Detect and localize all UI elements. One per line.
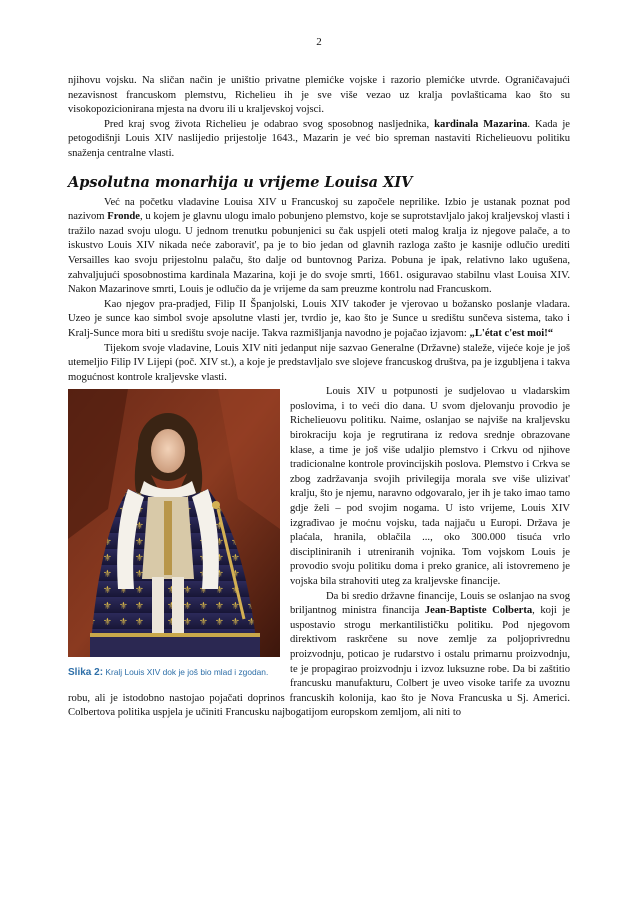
paragraph: Kao njegov pra-pradjed, Filip II Španjolski, Louis XIV također je vjerovao u božansko poslanje vladara. Uzeo je sunce kao simbol svoje apsolutne vlasti jer, tvrdio je, kao što je Sunce u središtu sunčeva sistema, tako i Kralj-Sunce mora biti u središtu svoje nacije. Takva razmišljanja navodno je pojačao izjavom: „L'état c'est moi!“ <box>68 298 570 339</box>
section-heading: Apsolutna monarhija u vrijeme Louisa XIV <box>68 173 413 191</box>
bold-quote: „L'état c'est moi!“ <box>469 327 554 339</box>
paragraph: Pred kraj svog života Richelieu je odabrao svog sposobnog nasljednika, kardinala Mazarina. Kada je petogodišnji Louis XIV naslijedio prijestolje 1643., Mazarin je već bio spreman nastaviti Richelieuovu politiku snaženja centralne vlasti. <box>68 118 570 159</box>
paragraph: Tijekom svoje vladavine, Louis XIV niti jedanput nije sazvao Generalne (Državne) staleže, vijeće koje je još utemeljio Filip IV Lijepi (poč. XIV st.), a koje je predstavljalo sve slojeve francuskog društva, pa je izgubljena i takva mogućnost kontrole kraljevske vlasti. <box>68 342 570 383</box>
paragraph: Louis XIV u potpunosti je sudjelovao u vladarskim poslovima, i to veći dio dana. U svom djelovanju provodio je Richelieuovu politiku. Naime, oslanjao se najviše na kraljevsku birokraciju koja je regrutirana iz redova srednje obrazovane klase, a time je još više udaljio plemstvo i Crkvu od njihove tradicionalne kontrole provincijskih poslova. Plemstvo i Crkva se zbog zadržavanja svojih privilegija morala sve više ulizivat' kralju, što je njemu, naravno odgovaralo, jer ih je tako imao tamo gdje želi – pod svojim nogama. U isto vrijeme, Louis XIV izgrađivao je moćnu vojsku, tada najjaču u Europi. Država je plaćala, hranila, oblačila ..., oko 300.000 tisuća vrlo discipliniranih i utreniranih vojnika. Tom vojskom Louis je provodio svoju politiku doma i preko granice, ali istovremeno je vojska bila strahoviti uteg za kraljevske financije. <box>290 386 570 587</box>
figure <box>68 389 280 679</box>
figure-caption: Slika 2: Kralj Louis XIV dok je još bio mlad i zgodan. <box>68 667 269 679</box>
paragraph: Da bi sredio državne financije, Louis se oslanjao na svog briljantnog ministra financija Jean-Baptiste Colberta, koji je uspostavio strogu merkantilističku politiku. Pod njegovom direktivom raskrčene su nove zemlje za poljoprivrednu proizvodnju, poticao je rudarstvo i ostalu primarnu proizvodnju, te je propagirao proizvodnju i izvoz luksuzne robe. Da bi zaštitio francusku manufakturu, Colbert je uveo visoke tarife za uvoznu robu, ali je istodobno nastojao pojačati doprinos francuskih kolonija, kao što je Nova Francuska u Sj. Americi. Colbertova politika uspjela je učiniti Francusku najbogatijom europskom zemljom, ali niti to <box>68 590 570 719</box>
caption-label: Slika 2: <box>68 667 104 679</box>
bold-term: Jean-Baptiste Colberta <box>424 605 533 617</box>
bold-term: kardinala Mazarina <box>434 118 528 130</box>
bold-term: Fronde <box>107 211 140 223</box>
page-number: 2 <box>316 36 322 48</box>
paragraph: njihovu vojsku. Na sličan način je uništio privatne plemićke vojske i razorio plemićke utvrde. Ograničavajući nezavisnost francuskom plemstvu, Richelieu ih je sve više vezao uz kralja povlašticama kao što su visokopozicionirana mjesta na dvoru ili u kraljevskoj vojsci. <box>68 75 570 116</box>
paragraph: Već na početku vladavine Louisa XIV u Francuskoj su započele neprilike. Izbio je ustanak poznat pod nazivom Fronde, u kojem je glavnu ulogu imalo pobunjeno plemstvo, koje se suprotstavljalo jakoj kraljevskoj vlasti i tražilo nazad svoju ulogu. U jednom trenutku pobunjenici su čak uspjeli oteti malog kralja iz njegove palače, a to iskustvo Louis XIV nikada neće zaboravit', pa je to bio jedan od glavnih razloga zašto je kasnije odlučio urediti Versailles kao svoju prijestolnu palaču, što dalje od buntovnog Pariza. Pobuna je ipak, relativno lako ugušena, zahvaljujući sposobnostima kardinala Mazarina, koji je do svoje smrti, 1661. osiguravao stabilnu vlast Louisa XIV. Nakon Mazarinove smrti, Louis je odlučio da je vrijeme da sam preuzme kontrolu nad Francuskom. <box>68 196 570 296</box>
document-body <box>68 74 570 721</box>
portrait-image <box>68 389 280 657</box>
